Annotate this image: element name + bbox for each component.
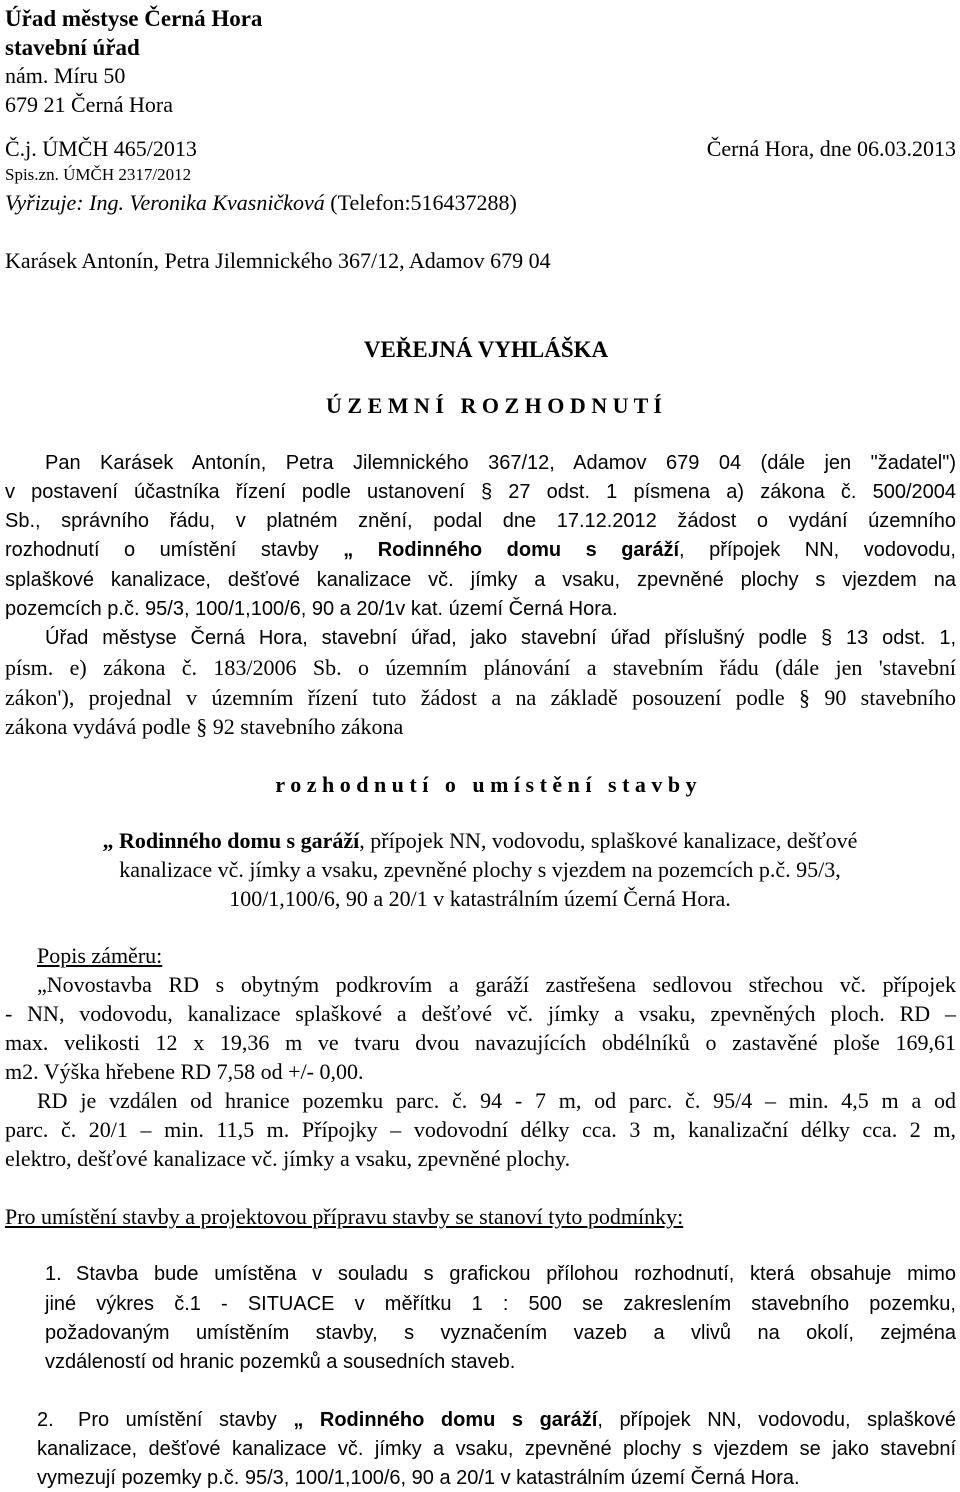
intro-line-4-a: rozhodnutí o umístění stavby (5, 539, 344, 561)
department-name: stavební úřad (5, 35, 140, 60)
intro-line-8: písm. e) zákona č. 183/2006 Sb. o územním plánování a stavebním řádu (dále jen 'stavební (5, 655, 956, 680)
description-label: Popis záměru: (37, 943, 163, 968)
intro-line-10: zákona vydává podle § 92 stavebního zákona (5, 714, 404, 739)
file-number: Spis.zn. ÚMČH 2317/2012 (5, 165, 192, 184)
subject-line-2: kanalizace vč. jímky a vsaku, zpevněné plochy s vjezdem na pozemcích p.č. 95/3, (119, 857, 841, 882)
office-street: nám. Míru 50 (5, 63, 126, 88)
condition-2-line-3: vymezují pozemky p.č. 95/3, 100/1,100/6, 90 a 20/1 v katastrálním území Černá Hora. (37, 1467, 800, 1489)
public-notice-title: VEŘEJNÁ VYHLÁŠKA (363, 337, 609, 362)
description-line-2: - NN, vodovodu, kanalizace splaškové a dešťové vč. jímky a vsaku, zpevněných ploch. RD – (5, 1001, 956, 1026)
intro-line-6: pozemcích p.č. 95/3, 100/1,100/6, 90 a 20/1v kat. území Černá Hora. (5, 598, 618, 620)
handler-phone: (Telefon:516437288) (330, 190, 517, 215)
office-city: 679 21 Černá Hora (5, 92, 174, 117)
condition-2-line-1-a: Pro umístění stavby (78, 1409, 294, 1431)
intro-line-7: Úřad městyse Černá Hora, stavební úřad, jako stavební úřad příslušný podle § 13 odst. 1, (45, 627, 956, 649)
condition-1-line-3: požadovaným umístěním stavby, s vyznačením vazeb a vlivů na okolí, zejména (45, 1322, 956, 1344)
handler (5, 192, 517, 214)
description-line-6: parc. č. 20/1 – min. 11,5 m. Přípojky – vodovodní délky cca. 3 m, kanalizační délky cca. 2 m, (5, 1117, 956, 1142)
description-line-4: m2. Výška hřebene RD 7,58 od +/- 0,00. (5, 1059, 364, 1084)
condition-2-building-name: „ Rodinného domu s garáží (293, 1409, 598, 1431)
subject-line-1 (0, 830, 960, 852)
subject-line-3: 100/1,100/6, 90 a 20/1 v katastrálním území Černá Hora. (229, 886, 731, 911)
condition-1-line-1: Stavba bude umístěna v souladu s grafickou přílohou rozhodnutí, která obsahuje mimo (76, 1263, 956, 1285)
intro-building-name: „ Rodinného domu s garáží (343, 539, 680, 561)
intro-line-4-c: , přípojek NN, vodovodu, (679, 539, 956, 561)
intro-line-9: zákon'), projednal v územním řízení tuto žádost a na základě posouzení podle § 90 stavebního (5, 685, 956, 710)
addressee: Karásek Antonín, Petra Jilemnického 367/12, Adamov 679 04 (5, 248, 551, 273)
intro-line-3: Sb., správního řádu, v platném znění, podal dne 17.12.2012 žádost o vydání územního (5, 510, 956, 532)
description-line-7: elektro, dešťové kanalizace vč. jímky a vsaku, zpevněné plochy. (5, 1146, 571, 1171)
intro-line-2: v postavení účastníka řízení podle ustanovení § 27 odst. 1 písmena a) zákona č. 500/2004 (5, 481, 956, 503)
intro-line-1: Pan Karásek Antonín, Petra Jilemnického 367/12, Adamov 679 04 (dále jen "žadatel") (45, 452, 956, 474)
subject-building-name: „ Rodinného domu s garáží (102, 828, 360, 853)
condition-2-line-1 (78, 1410, 956, 1430)
conditions-heading: Pro umístění stavby a projektovou přípravu stavby se stanoví tyto podmínky: (5, 1204, 684, 1229)
condition-1-line-2: jiné výkres č.1 - SITUACE v měřítku 1 : 500 se zakreslením stavebního pozemku, (45, 1293, 956, 1315)
decision-title: Ú Z E M N Í R O Z H O D N U T Í (326, 393, 662, 418)
decision-heading: r o z h o d n u t í o u m í s t ě n í s t a v b y (275, 772, 697, 797)
condition-2-line-2: kanalizace, dešťové kanalizace vč. jímky a vsaku, zpevněné plochy s vjezdem se jako stavební (37, 1438, 956, 1460)
condition-2-line-1-c: , přípojek NN, vodovodu, splaškové (597, 1409, 957, 1431)
reference-number: Č.j. ÚMČH 465/2013 (5, 136, 197, 161)
condition-2-number: 2. (37, 1409, 54, 1431)
condition-1-line-4: vzdáleností od hranic pozemků a sousedních staveb. (45, 1351, 516, 1373)
office-name: Úřad městyse Černá Hora (5, 6, 263, 31)
place-and-date: Černá Hora, dne 06.03.2013 (706, 136, 956, 161)
description-line-3: max. velikosti 12 x 19,36 m ve tvaru dvou navazujících obdélníků o zastavěné ploše 169,61 (5, 1030, 956, 1055)
intro-line-5: splaškové kanalizace, dešťové kanalizace vč. jímky a vsaku, zpevněné plochy s vjezdem na (5, 569, 956, 591)
condition-1-number: 1. (45, 1263, 62, 1285)
handler-name: Vyřizuje: Ing. Veronika Kvasničková (5, 190, 325, 215)
description-line-1: „Novostavba RD s obytným podkrovím a garáží zastřešena sedlovou střechou vč. přípojek (37, 972, 956, 997)
description-line-5: RD je vzdálen od hranice pozemku parc. č. 94 - 7 m, od parc. č. 95/4 – min. 4,5 m a od (37, 1088, 956, 1113)
intro-line-4 (5, 540, 956, 560)
subject-line-1-b: , přípojek NN, vodovodu, splaškové kanalizace, dešťové (359, 828, 858, 853)
